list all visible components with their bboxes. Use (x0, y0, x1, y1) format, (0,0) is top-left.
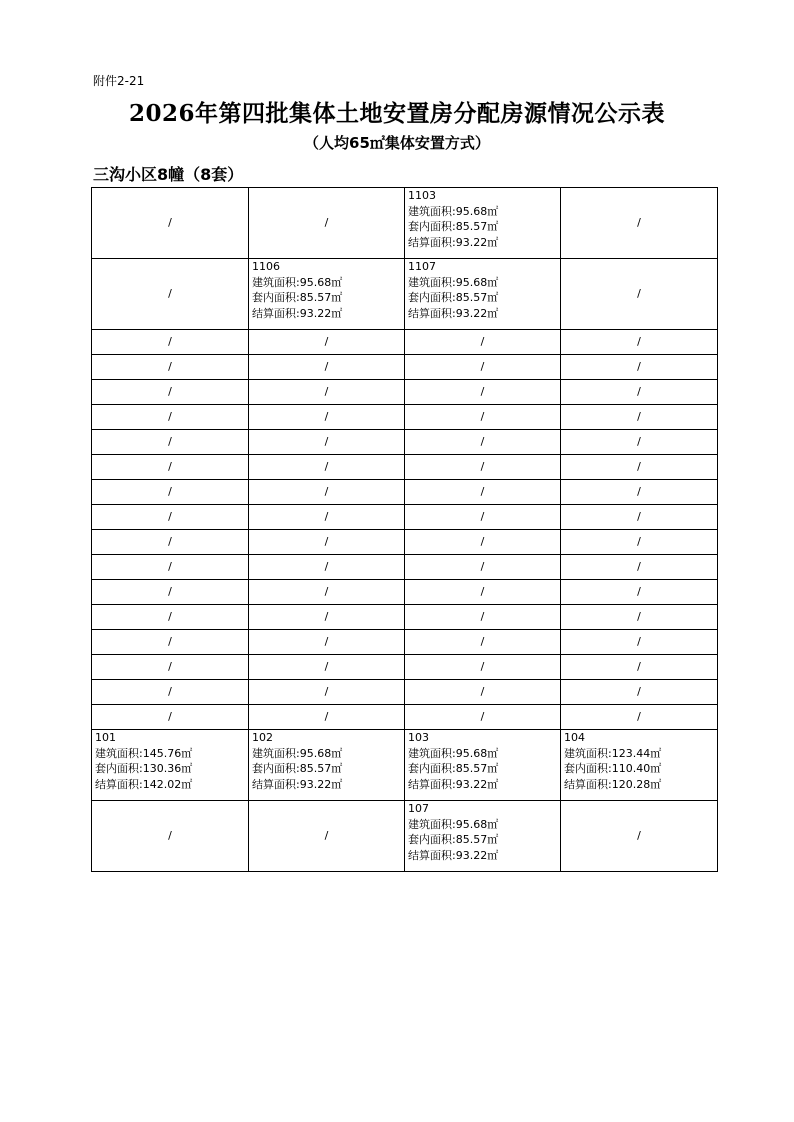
unit-cell (92, 730, 249, 801)
section-title: 三沟小区8幢（8套） (93, 165, 244, 184)
empty-cell: / (561, 680, 718, 705)
unit-settle: 结算面积:142.02㎡ (95, 777, 193, 791)
empty-cell: / (561, 530, 718, 555)
empty-cell: / (561, 705, 718, 730)
unit-settle: 结算面积:93.22㎡ (408, 306, 499, 320)
empty-cell: / (405, 355, 561, 380)
empty-cell: / (561, 480, 718, 505)
unit-unit: 1106 (252, 260, 280, 273)
unit-built: 建筑面积:95.68㎡ (408, 204, 499, 218)
unit-unit: 1103 (408, 189, 436, 202)
unit-cell (405, 730, 561, 801)
empty-cell: / (405, 430, 561, 455)
empty-cell: / (405, 530, 561, 555)
unit-settle: 结算面积:93.22㎡ (408, 235, 499, 249)
unit-cell (249, 259, 405, 330)
page-title: 2026年第四批集体土地安置房分配房源情况公示表 (128, 100, 665, 127)
empty-cell: / (249, 580, 405, 605)
unit-cell (405, 188, 561, 259)
unit-unit: 104 (564, 731, 585, 744)
unit-built: 建筑面积:95.68㎡ (408, 817, 499, 831)
empty-cell: / (561, 330, 718, 355)
empty-cell: / (561, 188, 718, 259)
empty-cell: / (92, 455, 249, 480)
table-row (92, 430, 718, 455)
empty-cell: / (249, 455, 405, 480)
table-row (92, 505, 718, 530)
unit-inner: 套内面积:85.57㎡ (408, 833, 499, 846)
housing-table (91, 187, 718, 872)
empty-cell: / (249, 505, 405, 530)
unit-inner: 套内面积:130.36㎡ (95, 762, 193, 775)
empty-cell: / (405, 405, 561, 430)
empty-cell: / (249, 530, 405, 555)
empty-cell: / (561, 355, 718, 380)
unit-inner: 套内面积:110.40㎡ (564, 762, 662, 775)
unit-built: 建筑面积:95.68㎡ (252, 275, 343, 289)
empty-cell: / (249, 188, 405, 259)
empty-cell: / (92, 580, 249, 605)
unit-cell (561, 730, 718, 801)
table-row (92, 330, 718, 355)
unit-built: 建筑面积:145.76㎡ (95, 746, 193, 760)
unit-built: 建筑面积:123.44㎡ (564, 746, 662, 760)
empty-cell: / (249, 555, 405, 580)
empty-cell: / (561, 655, 718, 680)
unit-built: 建筑面积:95.68㎡ (252, 746, 343, 760)
empty-cell: / (561, 405, 718, 430)
empty-cell: / (92, 680, 249, 705)
empty-cell: / (405, 480, 561, 505)
empty-cell: / (561, 580, 718, 605)
empty-cell: / (92, 405, 249, 430)
unit-inner: 套内面积:85.57㎡ (252, 291, 343, 304)
table-row (92, 655, 718, 680)
empty-cell: / (249, 630, 405, 655)
empty-cell: / (561, 430, 718, 455)
empty-cell: / (92, 630, 249, 655)
empty-cell: / (561, 801, 718, 872)
empty-cell: / (249, 655, 405, 680)
empty-cell: / (92, 530, 249, 555)
unit-unit: 107 (408, 802, 429, 815)
empty-cell: / (405, 705, 561, 730)
empty-cell: / (561, 605, 718, 630)
empty-cell: / (405, 580, 561, 605)
unit-unit: 1107 (408, 260, 436, 273)
empty-cell: / (405, 605, 561, 630)
empty-cell: / (92, 705, 249, 730)
table-row (92, 380, 718, 405)
empty-cell: / (249, 605, 405, 630)
attachment-label: 附件2-21 (93, 74, 145, 88)
empty-cell: / (249, 355, 405, 380)
empty-cell: / (92, 355, 249, 380)
empty-cell: / (405, 630, 561, 655)
empty-cell: / (561, 259, 718, 330)
empty-cell: / (249, 680, 405, 705)
unit-settle: 结算面积:93.22㎡ (408, 777, 499, 791)
empty-cell: / (92, 801, 249, 872)
unit-unit: 101 (95, 731, 116, 744)
table-row (92, 405, 718, 430)
empty-cell: / (92, 505, 249, 530)
unit-cell (405, 259, 561, 330)
unit-inner: 套内面积:85.57㎡ (408, 291, 499, 304)
empty-cell: / (405, 455, 561, 480)
empty-cell: / (249, 430, 405, 455)
unit-settle: 结算面积:93.22㎡ (252, 777, 343, 791)
unit-cell (249, 730, 405, 801)
unit-cell (405, 801, 561, 872)
empty-cell: / (92, 555, 249, 580)
unit-built: 建筑面积:95.68㎡ (408, 275, 499, 289)
unit-inner: 套内面积:85.57㎡ (252, 762, 343, 775)
empty-cell: / (561, 505, 718, 530)
unit-inner: 套内面积:85.57㎡ (408, 220, 499, 233)
empty-cell: / (249, 330, 405, 355)
empty-cell: / (561, 630, 718, 655)
empty-cell: / (405, 380, 561, 405)
empty-cell: / (405, 330, 561, 355)
empty-cell: / (92, 380, 249, 405)
unit-settle: 结算面积:93.22㎡ (408, 848, 499, 862)
empty-cell: / (405, 655, 561, 680)
unit-inner: 套内面积:85.57㎡ (408, 762, 499, 775)
empty-cell: / (92, 259, 249, 330)
table-row (92, 605, 718, 630)
empty-cell: / (561, 555, 718, 580)
table-row (92, 705, 718, 730)
table-row (92, 259, 718, 330)
empty-cell: / (561, 380, 718, 405)
table-row (92, 355, 718, 380)
empty-cell: / (249, 405, 405, 430)
empty-cell: / (405, 555, 561, 580)
table-row (92, 455, 718, 480)
empty-cell: / (92, 480, 249, 505)
unit-built: 建筑面积:95.68㎡ (408, 746, 499, 760)
empty-cell: / (249, 480, 405, 505)
unit-unit: 102 (252, 731, 273, 744)
empty-cell: / (92, 188, 249, 259)
empty-cell: / (92, 430, 249, 455)
empty-cell: / (561, 455, 718, 480)
empty-cell: / (405, 680, 561, 705)
table-row (92, 630, 718, 655)
table-row (92, 801, 718, 872)
empty-cell: / (249, 380, 405, 405)
table-row (92, 580, 718, 605)
page-subtitle: （人均65㎡集体安置方式） (304, 134, 490, 152)
unit-unit: 103 (408, 731, 429, 744)
empty-cell: / (405, 505, 561, 530)
table-row (92, 555, 718, 580)
table-row (92, 730, 718, 801)
empty-cell: / (92, 605, 249, 630)
empty-cell: / (92, 655, 249, 680)
table-row (92, 188, 718, 259)
empty-cell: / (249, 705, 405, 730)
housing-table-body (92, 188, 718, 872)
table-row (92, 680, 718, 705)
table-row (92, 530, 718, 555)
unit-settle: 结算面积:120.28㎡ (564, 777, 662, 791)
unit-settle: 结算面积:93.22㎡ (252, 306, 343, 320)
table-row (92, 480, 718, 505)
empty-cell: / (249, 801, 405, 872)
empty-cell: / (92, 330, 249, 355)
